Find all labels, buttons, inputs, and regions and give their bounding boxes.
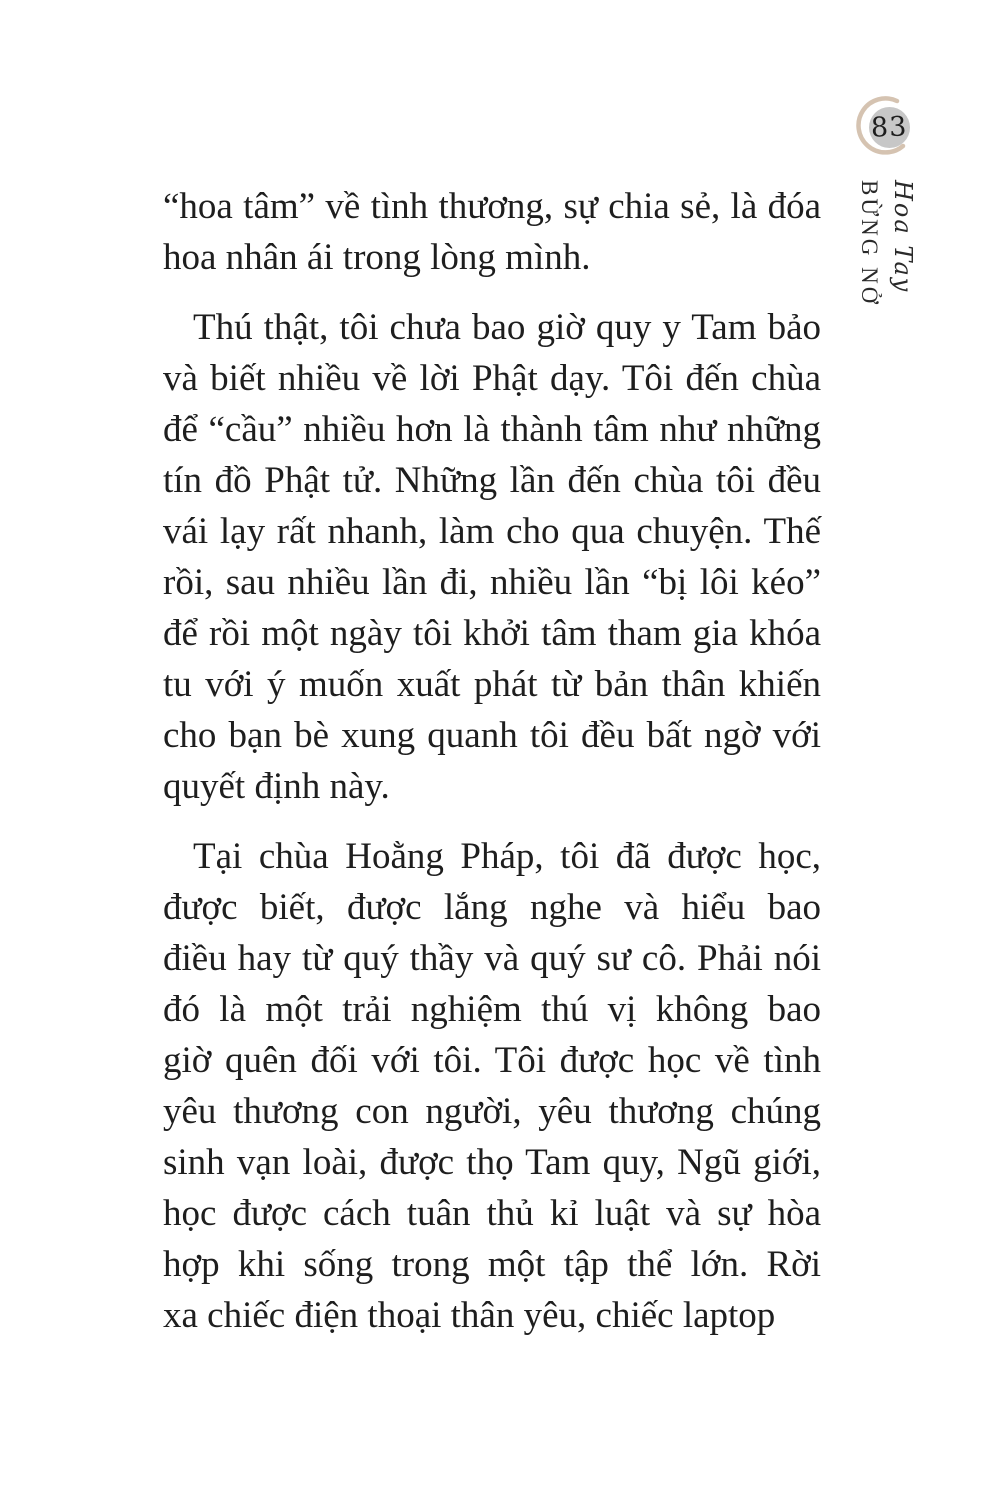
- text-line: Thú thật, tôi chưa bao giờ quy y Tam bảo: [193, 307, 821, 348]
- text-line: “hoa tâm” về tình thương, sự chia sẻ, là đóa: [163, 186, 821, 227]
- text-line: sinh vạn loài, được thọ Tam quy, Ngũ giới,: [163, 1142, 821, 1183]
- text-line: hợp khi sống trong một tập thể lớn. Rời: [163, 1244, 821, 1285]
- paragraph: [163, 181, 821, 283]
- text-line: xa chiếc điện thoại thân yêu, chiếc laptop: [163, 1295, 776, 1336]
- text-line: tu với ý muốn xuất phát từ bản thân khiến: [163, 664, 821, 705]
- text-line: vái lạy rất nhanh, làm cho qua chuyện. Thế: [163, 511, 821, 552]
- text-line: được biết, được lắng nghe và hiểu bao: [163, 887, 821, 928]
- text-line: tín đồ Phật tử. Những lần đến chùa tôi đều: [163, 460, 821, 501]
- text-line: giờ quên đối với tôi. Tôi được học về tình: [163, 1040, 821, 1081]
- text-line: để “cầu” nhiều hơn là thành tâm như những: [163, 409, 821, 450]
- text-line: hoa nhân ái trong lòng mình.: [163, 237, 591, 278]
- text-line: quyết định này.: [163, 766, 390, 807]
- text-line: rồi, sau nhiều lần đi, nhiều lần “bị lôi kéo”: [163, 562, 821, 603]
- text-line: điều hay từ quý thầy và quý sư cô. Phải nói: [163, 938, 821, 979]
- text-line: yêu thương con người, yêu thương chúng: [163, 1091, 821, 1132]
- book-title-vertical: [856, 180, 917, 330]
- text-line: học được cách tuân thủ kỉ luật và sự hòa: [163, 1193, 821, 1234]
- text-line: Tại chùa Hoằng Pháp, tôi đã được học,: [193, 836, 821, 877]
- page-number-badge: [853, 93, 929, 169]
- paragraph: [163, 302, 821, 812]
- text-line: cho bạn bè xung quanh tôi đều bất ngờ với: [163, 715, 821, 756]
- text-line: và biết nhiều về lời Phật dạy. Tôi đến chùa: [163, 358, 821, 399]
- book-title-script: Hoa Tay: [889, 180, 917, 294]
- paragraph: [163, 831, 821, 1341]
- text-line: đó là một trải nghiệm thú vị không bao: [163, 989, 821, 1030]
- text-block: [163, 181, 821, 1360]
- page-number-circle: [869, 107, 910, 148]
- text-line: để rồi một ngày tôi khởi tâm tham gia khóa: [163, 613, 821, 654]
- page-number: 83: [870, 111, 909, 144]
- book-title-caps: BỪNG NỞ: [857, 180, 882, 307]
